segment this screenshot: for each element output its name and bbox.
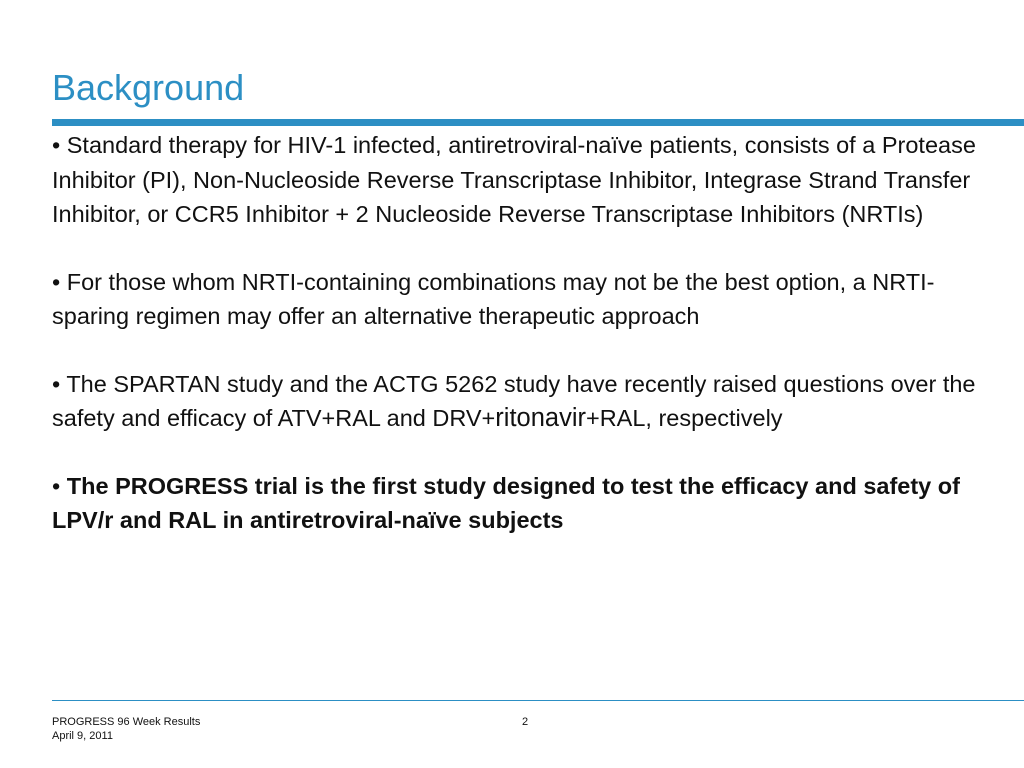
bullet-spartan-actg bbox=[52, 367, 992, 436]
bullet-spartan-text-ritonavir: ritonavir bbox=[495, 404, 586, 432]
footer-divider bbox=[52, 700, 1024, 701]
footer-date: April 9, 2011 bbox=[52, 730, 113, 742]
slide-body bbox=[52, 128, 992, 538]
footer-info bbox=[52, 715, 200, 743]
footer-presentation-name: PROGRESS 96 Week Results bbox=[52, 716, 201, 728]
title-divider bbox=[52, 119, 1024, 126]
bullet-spartan-text-part3: +RAL, respectively bbox=[585, 405, 783, 431]
page-number: 2 bbox=[522, 716, 529, 728]
bullet-spacer bbox=[52, 232, 992, 265]
slide-title: Background bbox=[52, 67, 245, 108]
bullet-spacer bbox=[52, 334, 992, 367]
bullet-spacer bbox=[52, 436, 992, 469]
bullet-progress-trial bbox=[52, 469, 992, 538]
bullet-marker: • bbox=[52, 472, 67, 499]
bullet-nrti-sparing: • For those whom NRTI-containing combinations may not be the best option, a NRTI-sparing regimen may offer an alternative therapeutic approach bbox=[52, 268, 935, 329]
bullet-standard-therapy: • Standard therapy for HIV-1 infected, antiretroviral-naïve patients, consists of a Protease Inhibitor (PI), Non-Nucleoside Reverse Transcriptase Inhibitor, Integrase Strand Transfer Inhibitor, or CCR5 Inhibitor + 2 Nucleoside Reverse Transcriptase Inhibitors (NRTIs) bbox=[52, 132, 976, 227]
bullet-spartan-text-part1: • The SPARTAN study and the ACTG 5262 study have recently raised questions over the safety and efficacy of ATV+RAL and DRV+ bbox=[52, 370, 976, 431]
bullet-progress-text: The PROGRESS trial is the first study designed to test the efficacy and safety of LPV/r and RAL in antiretroviral-naïve subjects bbox=[52, 472, 960, 533]
